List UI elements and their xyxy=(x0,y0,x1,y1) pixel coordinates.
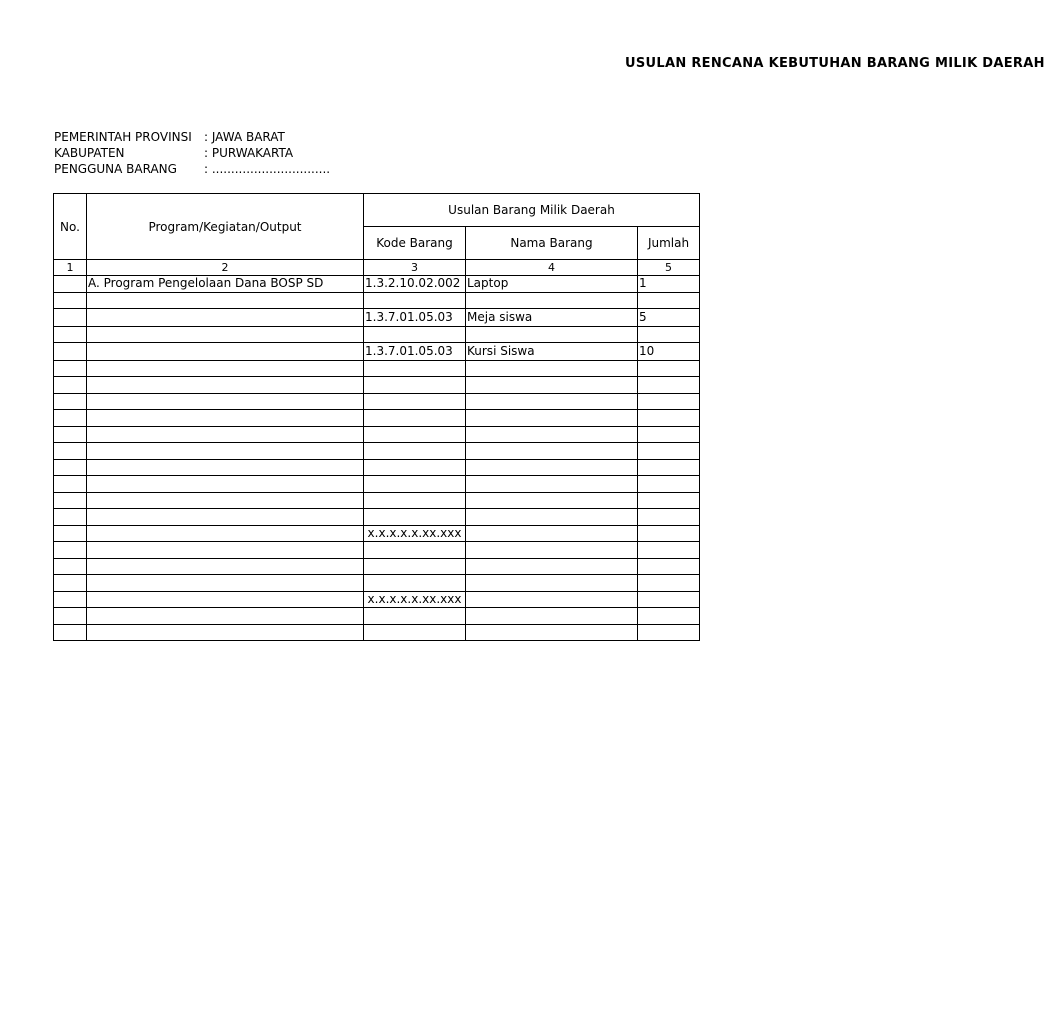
cell-jumlah xyxy=(638,542,700,559)
usulan-table xyxy=(53,193,700,641)
cell-nama-barang: Kursi Siswa xyxy=(466,343,638,361)
cell-no xyxy=(54,542,87,559)
meta-label: KABUPATEN xyxy=(54,146,125,160)
cell-jumlah xyxy=(638,360,700,377)
cell-nama-barang xyxy=(466,443,638,460)
cell-nama-barang xyxy=(466,542,638,559)
cell-program xyxy=(87,426,364,443)
header-program: Program/Kegiatan/Output xyxy=(87,194,364,260)
header-jumlah: Jumlah xyxy=(638,227,700,260)
cell-kode-barang xyxy=(364,377,466,394)
meta-label: PEMERINTAH PROVINSI xyxy=(54,130,192,144)
document-title: USULAN RENCANA KEBUTUHAN BARANG MILIK DAERAH xyxy=(625,56,1045,71)
table-row xyxy=(54,393,700,410)
table-row xyxy=(54,558,700,575)
meta-value: : JAWA BARAT xyxy=(204,130,285,144)
cell-program xyxy=(87,343,364,361)
table-row xyxy=(54,309,700,327)
cell-jumlah xyxy=(638,426,700,443)
header-nama-barang: Nama Barang xyxy=(466,227,638,260)
cell-nama-barang xyxy=(466,426,638,443)
cell-jumlah xyxy=(638,591,700,608)
cell-program xyxy=(87,309,364,327)
cell-nama-barang xyxy=(466,393,638,410)
table-row xyxy=(54,542,700,559)
table-row xyxy=(54,276,700,293)
cell-nama-barang xyxy=(466,591,638,608)
cell-kode-barang xyxy=(364,393,466,410)
cell-jumlah xyxy=(638,575,700,592)
cell-program xyxy=(87,360,364,377)
cell-program xyxy=(87,326,364,343)
cell-nama-barang xyxy=(466,410,638,427)
cell-program xyxy=(87,509,364,526)
cell-nama-barang xyxy=(466,509,638,526)
cell-no xyxy=(54,558,87,575)
cell-no xyxy=(54,276,87,293)
cell-no xyxy=(54,393,87,410)
cell-no xyxy=(54,608,87,625)
cell-program xyxy=(87,608,364,625)
cell-nama-barang xyxy=(466,476,638,493)
cell-jumlah xyxy=(638,509,700,526)
table-row xyxy=(54,377,700,394)
cell-nama-barang xyxy=(466,360,638,377)
cell-kode-barang xyxy=(364,326,466,343)
cell-program xyxy=(87,476,364,493)
cell-program xyxy=(87,459,364,476)
cell-jumlah xyxy=(638,443,700,460)
cell-kode-barang: x.x.x.x.x.xx.xxx xyxy=(364,591,466,608)
table-row xyxy=(54,575,700,592)
table-row xyxy=(54,492,700,509)
cell-no xyxy=(54,509,87,526)
table-row xyxy=(54,360,700,377)
cell-no xyxy=(54,309,87,327)
table-row xyxy=(54,608,700,625)
cell-program xyxy=(87,558,364,575)
cell-program xyxy=(87,377,364,394)
cell-no xyxy=(54,343,87,361)
cell-no xyxy=(54,624,87,641)
cell-kode-barang xyxy=(364,426,466,443)
header-no: No. xyxy=(54,194,87,260)
cell-kode-barang xyxy=(364,575,466,592)
cell-program xyxy=(87,542,364,559)
cell-kode-barang xyxy=(364,558,466,575)
cell-kode-barang: 1.3.7.01.05.03 xyxy=(364,343,466,361)
table-row xyxy=(54,426,700,443)
cell-kode-barang: 1.3.7.01.05.03 xyxy=(364,309,466,327)
cell-no xyxy=(54,426,87,443)
table-row xyxy=(54,343,700,361)
meta-row-pengguna xyxy=(54,161,330,177)
cell-kode-barang xyxy=(364,360,466,377)
table-row xyxy=(54,459,700,476)
cell-kode-barang xyxy=(364,292,466,309)
cell-program xyxy=(87,410,364,427)
cell-program xyxy=(87,443,364,460)
cell-program xyxy=(87,575,364,592)
cell-nama-barang xyxy=(466,377,638,394)
cell-jumlah xyxy=(638,410,700,427)
cell-nama-barang xyxy=(466,459,638,476)
table-row xyxy=(54,443,700,460)
cell-jumlah xyxy=(638,393,700,410)
cell-no xyxy=(54,575,87,592)
table-row xyxy=(54,624,700,641)
cell-jumlah xyxy=(638,608,700,625)
cell-kode-barang xyxy=(364,410,466,427)
cell-kode-barang xyxy=(364,443,466,460)
column-number: 2 xyxy=(87,260,364,276)
column-number: 4 xyxy=(466,260,638,276)
table-row xyxy=(54,410,700,427)
cell-no xyxy=(54,410,87,427)
column-number: 5 xyxy=(638,260,700,276)
cell-no xyxy=(54,459,87,476)
cell-kode-barang xyxy=(364,608,466,625)
cell-nama-barang xyxy=(466,292,638,309)
meta-row-kabupaten xyxy=(54,145,330,161)
cell-jumlah: 1 xyxy=(638,276,700,293)
cell-program xyxy=(87,393,364,410)
cell-nama-barang xyxy=(466,624,638,641)
cell-no xyxy=(54,377,87,394)
cell-kode-barang: x.x.x.x.x.xx.xxx xyxy=(364,525,466,542)
cell-jumlah xyxy=(638,292,700,309)
cell-jumlah xyxy=(638,476,700,493)
cell-no xyxy=(54,476,87,493)
cell-program xyxy=(87,492,364,509)
header-kode-barang: Kode Barang xyxy=(364,227,466,260)
meta-value: : ............................... xyxy=(204,162,331,176)
header-usulan-group: Usulan Barang Milik Daerah xyxy=(364,194,700,227)
meta-row-provinsi xyxy=(54,129,330,145)
cell-no xyxy=(54,443,87,460)
table-row xyxy=(54,292,700,309)
cell-no xyxy=(54,326,87,343)
cell-nama-barang xyxy=(466,608,638,625)
header-row-1 xyxy=(54,194,700,227)
column-number-row xyxy=(54,260,700,276)
column-number: 3 xyxy=(364,260,466,276)
cell-nama-barang xyxy=(466,525,638,542)
cell-nama-barang: Meja siswa xyxy=(466,309,638,327)
cell-no xyxy=(54,292,87,309)
cell-program xyxy=(87,292,364,309)
cell-jumlah xyxy=(638,377,700,394)
cell-nama-barang: Laptop xyxy=(466,276,638,293)
table-row xyxy=(54,509,700,526)
meta-label: PENGGUNA BARANG xyxy=(54,162,177,176)
cell-kode-barang xyxy=(364,509,466,526)
table-row xyxy=(54,326,700,343)
cell-nama-barang xyxy=(466,492,638,509)
table-row xyxy=(54,476,700,493)
document-meta xyxy=(54,129,330,177)
table-row xyxy=(54,525,700,542)
cell-jumlah xyxy=(638,624,700,641)
cell-program: A. Program Pengelolaan Dana BOSP SD xyxy=(87,276,364,293)
column-number: 1 xyxy=(54,260,87,276)
cell-nama-barang xyxy=(466,326,638,343)
cell-jumlah xyxy=(638,459,700,476)
cell-jumlah xyxy=(638,558,700,575)
cell-no xyxy=(54,525,87,542)
cell-nama-barang xyxy=(466,575,638,592)
cell-kode-barang xyxy=(364,476,466,493)
cell-kode-barang: 1.3.2.10.02.002 xyxy=(364,276,466,293)
cell-program xyxy=(87,591,364,608)
cell-kode-barang xyxy=(364,542,466,559)
cell-nama-barang xyxy=(466,558,638,575)
cell-kode-barang xyxy=(364,624,466,641)
cell-program xyxy=(87,525,364,542)
cell-jumlah xyxy=(638,326,700,343)
cell-jumlah: 5 xyxy=(638,309,700,327)
cell-no xyxy=(54,360,87,377)
cell-kode-barang xyxy=(364,459,466,476)
meta-value: : PURWAKARTA xyxy=(204,146,294,160)
cell-no xyxy=(54,591,87,608)
cell-kode-barang xyxy=(364,492,466,509)
cell-jumlah xyxy=(638,525,700,542)
cell-jumlah xyxy=(638,492,700,509)
cell-jumlah: 10 xyxy=(638,343,700,361)
cell-no xyxy=(54,492,87,509)
cell-program xyxy=(87,624,364,641)
table-row xyxy=(54,591,700,608)
